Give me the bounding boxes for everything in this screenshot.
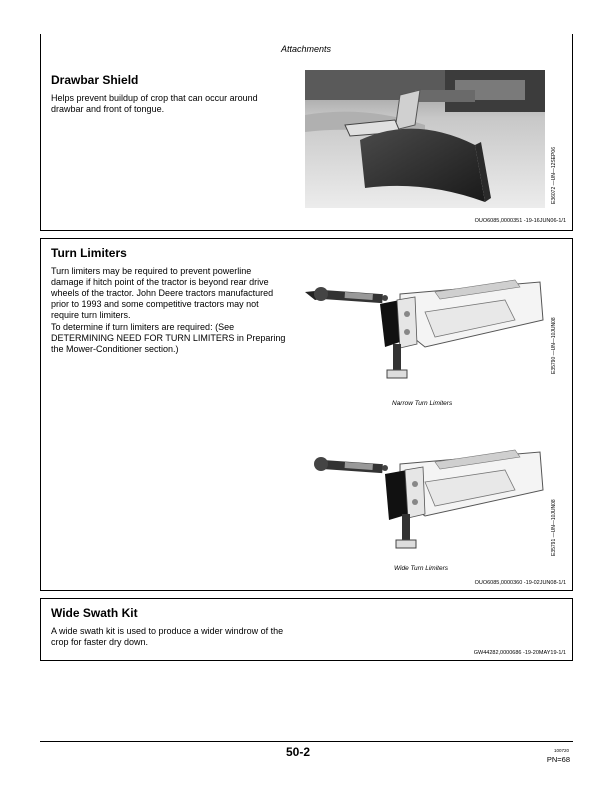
divider-2 <box>40 238 573 239</box>
ref-turn-limiters: OUO6085,0000360 -19-02JUN08-1/1 <box>474 580 566 586</box>
running-header: Attachments <box>280 44 332 54</box>
figure-id-drawbar: E36072 —UN—12SEP06 <box>551 147 557 204</box>
section-title-wide-swath-kit: Wide Swath Kit <box>51 606 138 620</box>
page-number: 50-2 <box>286 745 311 759</box>
drawbar-shield-text: Helps prevent buildup of crop that can occur around drawbar and front of tongue. <box>51 93 258 114</box>
section-title-turn-limiters: Turn Limiters <box>51 246 127 260</box>
caption-wide-turn-limiters: Wide Turn Limiters <box>394 565 448 572</box>
frame-right-2 <box>572 238 573 590</box>
figure-id-wide: E35791 —UN—10JUN08 <box>551 499 557 556</box>
divider-5 <box>40 660 573 661</box>
turn-limiters-text-2: To determine if turn limiters are required: (See DETERMINING NEED FOR TURN LIMITERS in Preparing the Mower-Conditioner section.) <box>51 322 286 354</box>
footer-pn: PN=68 <box>546 755 570 764</box>
drawbar-shield-photo <box>305 70 545 208</box>
turn-limiters-text-1: Turn limiters may be required to prevent powerline damage if hitch point of the tractor is beyond rear drive wheels of the tractor. John Deere tractors manufactured prior to 1993 and some competitive tractors may not require turn limiters. <box>51 266 274 320</box>
caption-narrow-turn-limiters: Narrow Turn Limiters <box>392 400 453 407</box>
divider-3 <box>40 590 573 591</box>
divider-4 <box>40 598 573 599</box>
footer-rule <box>40 741 573 742</box>
narrow-turn-limiters-illustration <box>305 272 545 394</box>
frame-right-3 <box>572 598 573 660</box>
wide-swath-kit-text: A wide swath kit is used to produce a wider windrow of the crop for faster dry down. <box>51 626 284 647</box>
ref-drawbar: OUO6085,0000351 -19-16JUN06-1/1 <box>474 218 566 224</box>
divider-1 <box>40 230 573 231</box>
footer-date-code: 100720 <box>553 748 569 753</box>
wide-turn-limiters-illustration <box>305 448 545 558</box>
ref-wide-swath: GW44282,0000686 -19-20MAY19-1/1 <box>473 650 566 656</box>
frame-left-1 <box>40 34 41 230</box>
section-title-drawbar-shield: Drawbar Shield <box>51 73 139 87</box>
frame-left-3 <box>40 598 41 660</box>
frame-left-2 <box>40 238 41 590</box>
figure-id-narrow: E35790 —UN—10JUN08 <box>551 317 557 374</box>
frame-right-1 <box>572 34 573 230</box>
